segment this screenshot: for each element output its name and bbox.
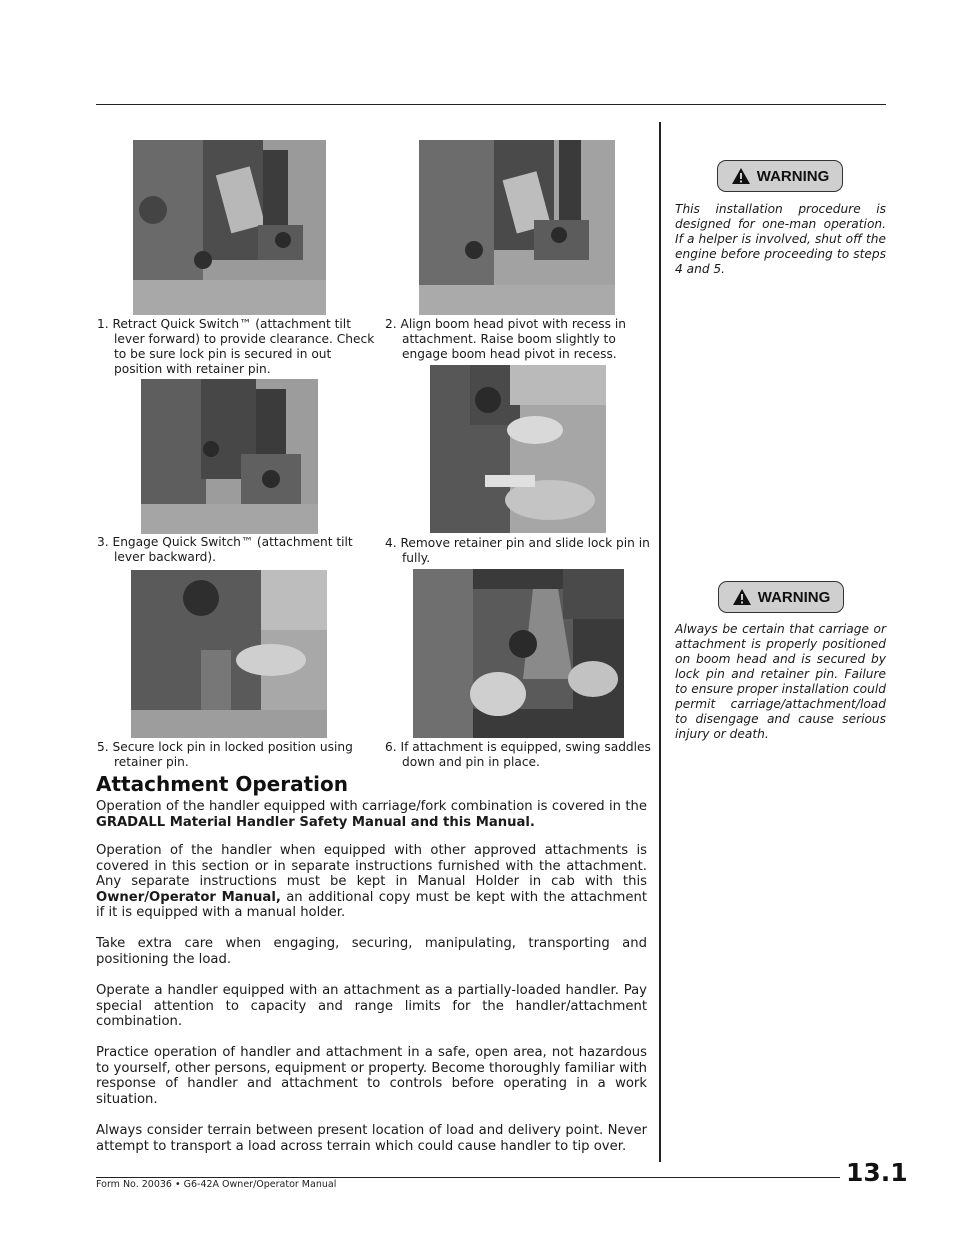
- step-4-caption: 4. Remove retainer pin and slide lock pin in fully.: [385, 536, 650, 565]
- step-5-caption: 5. Secure lock pin in locked position using retainer pin.: [97, 740, 353, 769]
- step-1-photo: [133, 140, 326, 315]
- paragraph-1: Operation of the handler equipped with carriage/fork combination is covered in the GRADALL Material Handler Safety Manual and this Manual.: [96, 799, 647, 830]
- footer-form-number: Form No. 20036 • G6-42A Owner/Operator Manual: [96, 1179, 337, 1190]
- paragraph-3: Take extra care when engaging, securing, manipulating, transporting and positioning the load.: [96, 936, 647, 967]
- page-number: 13.1: [846, 1158, 908, 1187]
- warning-text-2: Always be certain that carriage or attachment is properly positioned on boom head and is secured by lock pin and retainer pin. Failure to ensure proper installation could permit carriage/attachment/load to disengage and cause serious injury or death.: [675, 622, 886, 741]
- step-1-caption: 1. Retract Quick Switch™ (attachment tilt lever forward) to provide clearance. Check to be sure lock pin is secured in out position with retainer pin.: [97, 317, 375, 376]
- warning-label: WARNING: [756, 167, 830, 185]
- paragraph-5: Practice operation of handler and attachment in a safe, open area, not hazardous to yourself, other persons, equipment or property. Become thoroughly familiar with response of handler and attachment to controls before operating in a work situation.: [96, 1045, 647, 1107]
- step-5-photo: [131, 570, 327, 738]
- section-title: Attachment Operation: [96, 772, 348, 796]
- step-4-photo: [430, 365, 606, 533]
- warning-label: WARNING: [757, 588, 831, 606]
- footer-rule: [96, 1177, 840, 1178]
- warning-triangle-icon: [732, 588, 752, 606]
- warning-triangle-icon: [731, 167, 751, 185]
- step-2-caption: 2. Align boom head pivot with recess in attachment. Raise boom slightly to engage boom head pivot in recess.: [385, 317, 626, 361]
- header-rule: [96, 104, 886, 105]
- warning-badge-1: [717, 160, 843, 192]
- step-6-photo: [413, 569, 624, 738]
- step-2-photo: [419, 140, 615, 315]
- step-3-caption: 3. Engage Quick Switch™ (attachment tilt lever backward).: [97, 535, 353, 564]
- paragraph-2: Operation of the handler when equipped with other approved attachments is covered in this section or in separate instructions furnished with the attachment. Any separate instructions must be kept in Manual Holder in cab with this Owner/Operator Manual, an additional copy must be kept with the attachment if it is equipped with a manual holder.: [96, 843, 647, 921]
- paragraph-6: Always consider terrain between present location of load and delivery point. Never attempt to transport a load across terrain which could cause handler to tip over.: [96, 1123, 647, 1154]
- step-3-photo: [141, 379, 318, 534]
- column-divider: [659, 122, 661, 1162]
- warning-badge-2: [718, 581, 844, 613]
- paragraph-4: Operate a handler equipped with an attachment as a partially-loaded handler. Pay special attention to capacity and range limits for the handler/attachment combination.: [96, 983, 647, 1030]
- warning-text-1: This installation procedure is designed for one-man operation. If a helper is involved, shut off the engine before proceeding to steps 4 and 5.: [675, 202, 886, 276]
- step-6-caption: 6. If attachment is equipped, swing saddles down and pin in place.: [385, 740, 651, 769]
